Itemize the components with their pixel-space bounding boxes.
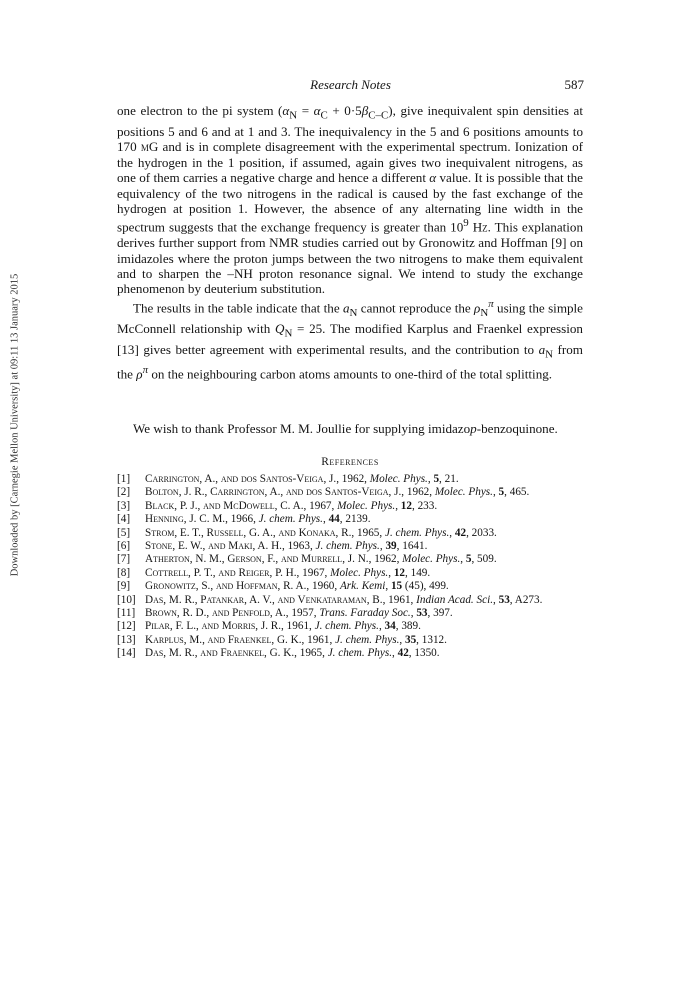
- reference-year: 1967,: [299, 566, 331, 579]
- subscript: N: [349, 306, 358, 319]
- reference-year: 1965,: [354, 526, 385, 539]
- reference-journal: J. chem. Phys.: [258, 513, 323, 526]
- text-run: value. It is possible that the equivalency of the two nitrogens in the radical is caused by the fast exchange of the hydrogen at position 1. However, the absence of any alternating line width in the spectrum suggests that the exchange frequency is greater than 10: [117, 170, 583, 235]
- superscript: π: [488, 297, 494, 310]
- text-run: and is in complete disagreement with the experimental spectrum. Ionization of the hydrogen in the 1 position, if assumed, again gives two inequivalent nitrogens, as one of them carries a negative charge and hence a different: [117, 139, 583, 186]
- reference-year: 1966,: [227, 513, 259, 526]
- reference-authors: Henning, J. C. M.,: [145, 513, 228, 526]
- reference-journal: Molec. Phys.: [402, 553, 461, 566]
- reference-item: [117, 473, 597, 486]
- reference-volume: 15: [390, 580, 403, 593]
- reference-pages: , 397.: [427, 607, 453, 620]
- reference-authors: Brown, R. D., and Penfold, A.,: [145, 607, 289, 620]
- reference-authors: Das, M. R., Patankar, A. V., and Venkataraman, B.,: [145, 593, 386, 606]
- reference-item: [117, 527, 597, 540]
- reference-year: 1962,: [339, 473, 370, 485]
- reference-pages: , 509.: [471, 553, 497, 566]
- reference-pages: , 149.: [405, 566, 431, 579]
- body-text: [117, 103, 583, 382]
- symbol-beta: β: [361, 103, 369, 118]
- reference-list: [117, 473, 597, 661]
- subscript: C: [320, 109, 328, 122]
- text-run: The results in the table indicate that the: [133, 300, 343, 316]
- reference-pages: , 1350.: [408, 647, 440, 660]
- text-run: We wish to thank Professor M. M. Joullie for supplying imidazo: [133, 421, 471, 436]
- reference-year: 1962,: [371, 553, 403, 566]
- reference-separator: ,: [460, 553, 466, 566]
- reference-year: 1965,: [296, 647, 328, 660]
- reference-item: [117, 553, 597, 566]
- subscript: N: [480, 306, 489, 319]
- reference-number: [8]: [117, 566, 131, 579]
- reference-journal: Trans. Faraday Soc.: [319, 607, 411, 620]
- running-title: Research Notes: [310, 77, 391, 92]
- reference-number: [4]: [117, 513, 131, 526]
- reference-number: [13]: [117, 633, 136, 646]
- superscript: 9: [463, 217, 469, 230]
- reference-separator: ,: [388, 566, 394, 579]
- reference-separator: ,: [427, 473, 434, 485]
- reference-item: [117, 647, 597, 660]
- reference-item: [117, 607, 597, 620]
- page-header: [117, 77, 584, 97]
- unit-mg: mG: [140, 139, 159, 155]
- reference-volume: 53: [498, 593, 510, 606]
- superscript: π: [142, 364, 149, 377]
- text-run: =: [297, 103, 314, 118]
- reference-volume: 5: [498, 486, 505, 499]
- reference-separator: ,: [385, 580, 391, 593]
- reference-year: 1963,: [284, 540, 316, 553]
- reference-year: 1962,: [404, 486, 435, 499]
- reference-separator: ,: [379, 540, 386, 553]
- reference-authors: Black, P. J., and McDowell, C. A.,: [145, 499, 307, 512]
- reference-journal: Molec. Phys.: [434, 486, 493, 499]
- reference-volume: 42: [454, 526, 467, 539]
- reference-authors: Karplus, M., and Fraenkel, G. K.,: [145, 633, 305, 646]
- reference-number: [2]: [117, 486, 131, 499]
- reference-pages: , 21.: [439, 473, 459, 485]
- reference-authors: Das, M. R., and Fraenkel, G. K.,: [145, 647, 297, 660]
- reference-year: 1967,: [306, 499, 338, 512]
- reference-item: [117, 580, 597, 593]
- acknowledgement: [117, 421, 583, 436]
- reference-volume: 5: [465, 553, 472, 566]
- reference-separator: ,: [410, 607, 417, 620]
- reference-pages: , 465.: [504, 486, 530, 499]
- symbol-rho: ρ: [474, 300, 481, 316]
- reference-volume: 34: [384, 620, 396, 633]
- reference-separator: ,: [322, 513, 329, 526]
- reference-number: [10]: [117, 593, 136, 606]
- reference-year: 1960,: [309, 580, 340, 593]
- reference-separator: ,: [493, 593, 499, 606]
- reference-separator: ,: [392, 647, 398, 660]
- reference-number: [14]: [117, 647, 136, 660]
- paragraph-1: [117, 103, 583, 297]
- unit-hz: Hz: [468, 219, 488, 235]
- subscript: N: [284, 327, 293, 340]
- reference-item: [117, 634, 597, 647]
- text-run: cannot reproduce the: [357, 300, 475, 316]
- symbol-alpha: α: [429, 170, 437, 186]
- download-note-text: Downloaded by [Carnegie Mellon University] at 09:11 13 January 2015: [9, 273, 21, 577]
- text-run: = 25. The modified Karplus and Fraenkel expression [13] gives better agreement with experimental results, and the contribution to: [117, 321, 583, 358]
- text-run: one electron to the pi system (: [117, 103, 283, 118]
- text-run: -benzoquinone.: [476, 421, 558, 436]
- reference-volume: 35: [404, 633, 417, 646]
- reference-separator: ,: [449, 526, 455, 539]
- reference-volume: 53: [416, 607, 428, 620]
- reference-pages: , 2033.: [466, 526, 497, 539]
- reference-number: [6]: [117, 540, 131, 553]
- reference-separator: ,: [395, 499, 401, 512]
- reference-journal: J. chem. Phys.: [384, 526, 450, 539]
- subscript: N: [289, 109, 298, 122]
- reference-pages: , A273.: [509, 593, 543, 606]
- reference-number: [11]: [117, 607, 136, 620]
- reference-pages: , 1641.: [396, 540, 428, 553]
- reference-authors: Carrington, A., and dos Santos-Veiga, J.,: [145, 473, 339, 485]
- reference-item: [117, 594, 597, 607]
- paragraph-2: [117, 297, 583, 382]
- reference-volume: 42: [397, 647, 409, 660]
- reference-pages: , 2139.: [339, 513, 371, 526]
- reference-volume: 12: [393, 566, 405, 579]
- reference-volume: 44: [328, 513, 340, 526]
- symbol-a: a: [538, 342, 546, 358]
- page-number: 587: [564, 77, 584, 92]
- text-run: . This explanation derives further support from NMR studies carried out by Gronowitz and Hoffman [9] on imidazoles where the proton jumps between the two nitrogens to make them equivalent and to sharpen the –NH proton resonance signal. We intend to study the exchange phenomenon by deuterium substitution.: [117, 219, 584, 297]
- reference-year: 1961,: [283, 620, 315, 633]
- reference-volume: 39: [385, 540, 397, 553]
- reference-item: [117, 620, 597, 633]
- reference-authors: Bolton, J. R., Carrington, A., and dos Santos-Veiga, J.,: [145, 486, 405, 499]
- reference-authors: Pilar, F. L., and Morris, J. R.,: [145, 620, 284, 633]
- reference-pages: , 389.: [395, 620, 421, 633]
- reference-journal: J. chem. Phys.: [327, 647, 392, 660]
- reference-volume: 12: [400, 499, 412, 512]
- reference-pages: , 233.: [411, 499, 438, 512]
- reference-number: [7]: [117, 553, 131, 566]
- references-heading: References: [321, 456, 379, 468]
- reference-journal: J. chem. Phys.: [315, 540, 380, 553]
- reference-number: [1]: [117, 473, 131, 485]
- reference-journal: Molec. Phys.: [337, 499, 396, 512]
- reference-journal: J. chem. Phys.: [335, 633, 400, 646]
- reference-separator: ,: [378, 620, 385, 633]
- reference-item: [117, 513, 597, 526]
- subscript: N: [545, 348, 554, 361]
- reference-journal: J. chem. Phys.: [314, 620, 379, 633]
- text-run: + 0·5: [327, 103, 362, 118]
- reference-volume: 5: [433, 473, 440, 485]
- download-watermark: [6, 125, 24, 725]
- reference-pages: (45), 499.: [402, 580, 449, 593]
- reference-authors: Stone, E. W., and Maki, A. H.,: [145, 540, 285, 553]
- reference-number: [12]: [117, 620, 136, 633]
- italic-p: p: [470, 421, 477, 436]
- reference-pages: , 1312.: [416, 633, 447, 646]
- reference-separator: ,: [492, 486, 499, 499]
- reference-item: [117, 500, 597, 513]
- text-run: from the: [117, 342, 583, 382]
- symbol-rho: ρ: [136, 366, 143, 382]
- reference-journal: Indian Acad. Sci.: [416, 593, 493, 606]
- reference-year: 1957,: [288, 607, 320, 620]
- subscript: C–C: [368, 109, 389, 122]
- text-run: ), give inequivalent spin densities at positions 5 and 6 and at 1 and 3. The inequivalency in the 5 and 6 positions amounts to 170: [117, 103, 583, 155]
- symbol-alpha: α: [313, 103, 321, 118]
- reference-journal: Ark. Kemi: [339, 580, 386, 593]
- reference-number: [3]: [117, 499, 131, 512]
- symbol-q: Q: [275, 321, 285, 337]
- reference-authors: Cottrell, P. T., and Reiger, P. H.,: [145, 566, 300, 579]
- reference-year: 1961,: [385, 593, 417, 606]
- symbol-alpha: α: [282, 103, 290, 118]
- text-run: on the neighbouring carbon atoms amounts to one-third of the total splitting.: [148, 366, 553, 382]
- reference-authors: Atherton, N. M., Gerson, F., and Murrell, J. N.,: [145, 553, 372, 566]
- text-run: using the simple McConnell relationship with: [117, 300, 583, 337]
- reference-journal: Molec. Phys.: [369, 473, 428, 485]
- reference-separator: ,: [399, 633, 405, 646]
- reference-authors: Strom, E. T., Russell, G. A., and Konaka, R.,: [145, 526, 355, 539]
- reference-journal: Molec. Phys.: [330, 566, 389, 579]
- reference-number: [5]: [117, 526, 131, 539]
- reference-item: [117, 486, 597, 499]
- reference-item: [117, 567, 597, 580]
- reference-number: [9]: [117, 580, 131, 593]
- reference-year: 1961,: [304, 633, 336, 646]
- reference-authors: Gronowitz, S., and Hoffman, R. A.,: [145, 580, 310, 593]
- reference-item: [117, 540, 597, 553]
- symbol-a: a: [342, 300, 350, 316]
